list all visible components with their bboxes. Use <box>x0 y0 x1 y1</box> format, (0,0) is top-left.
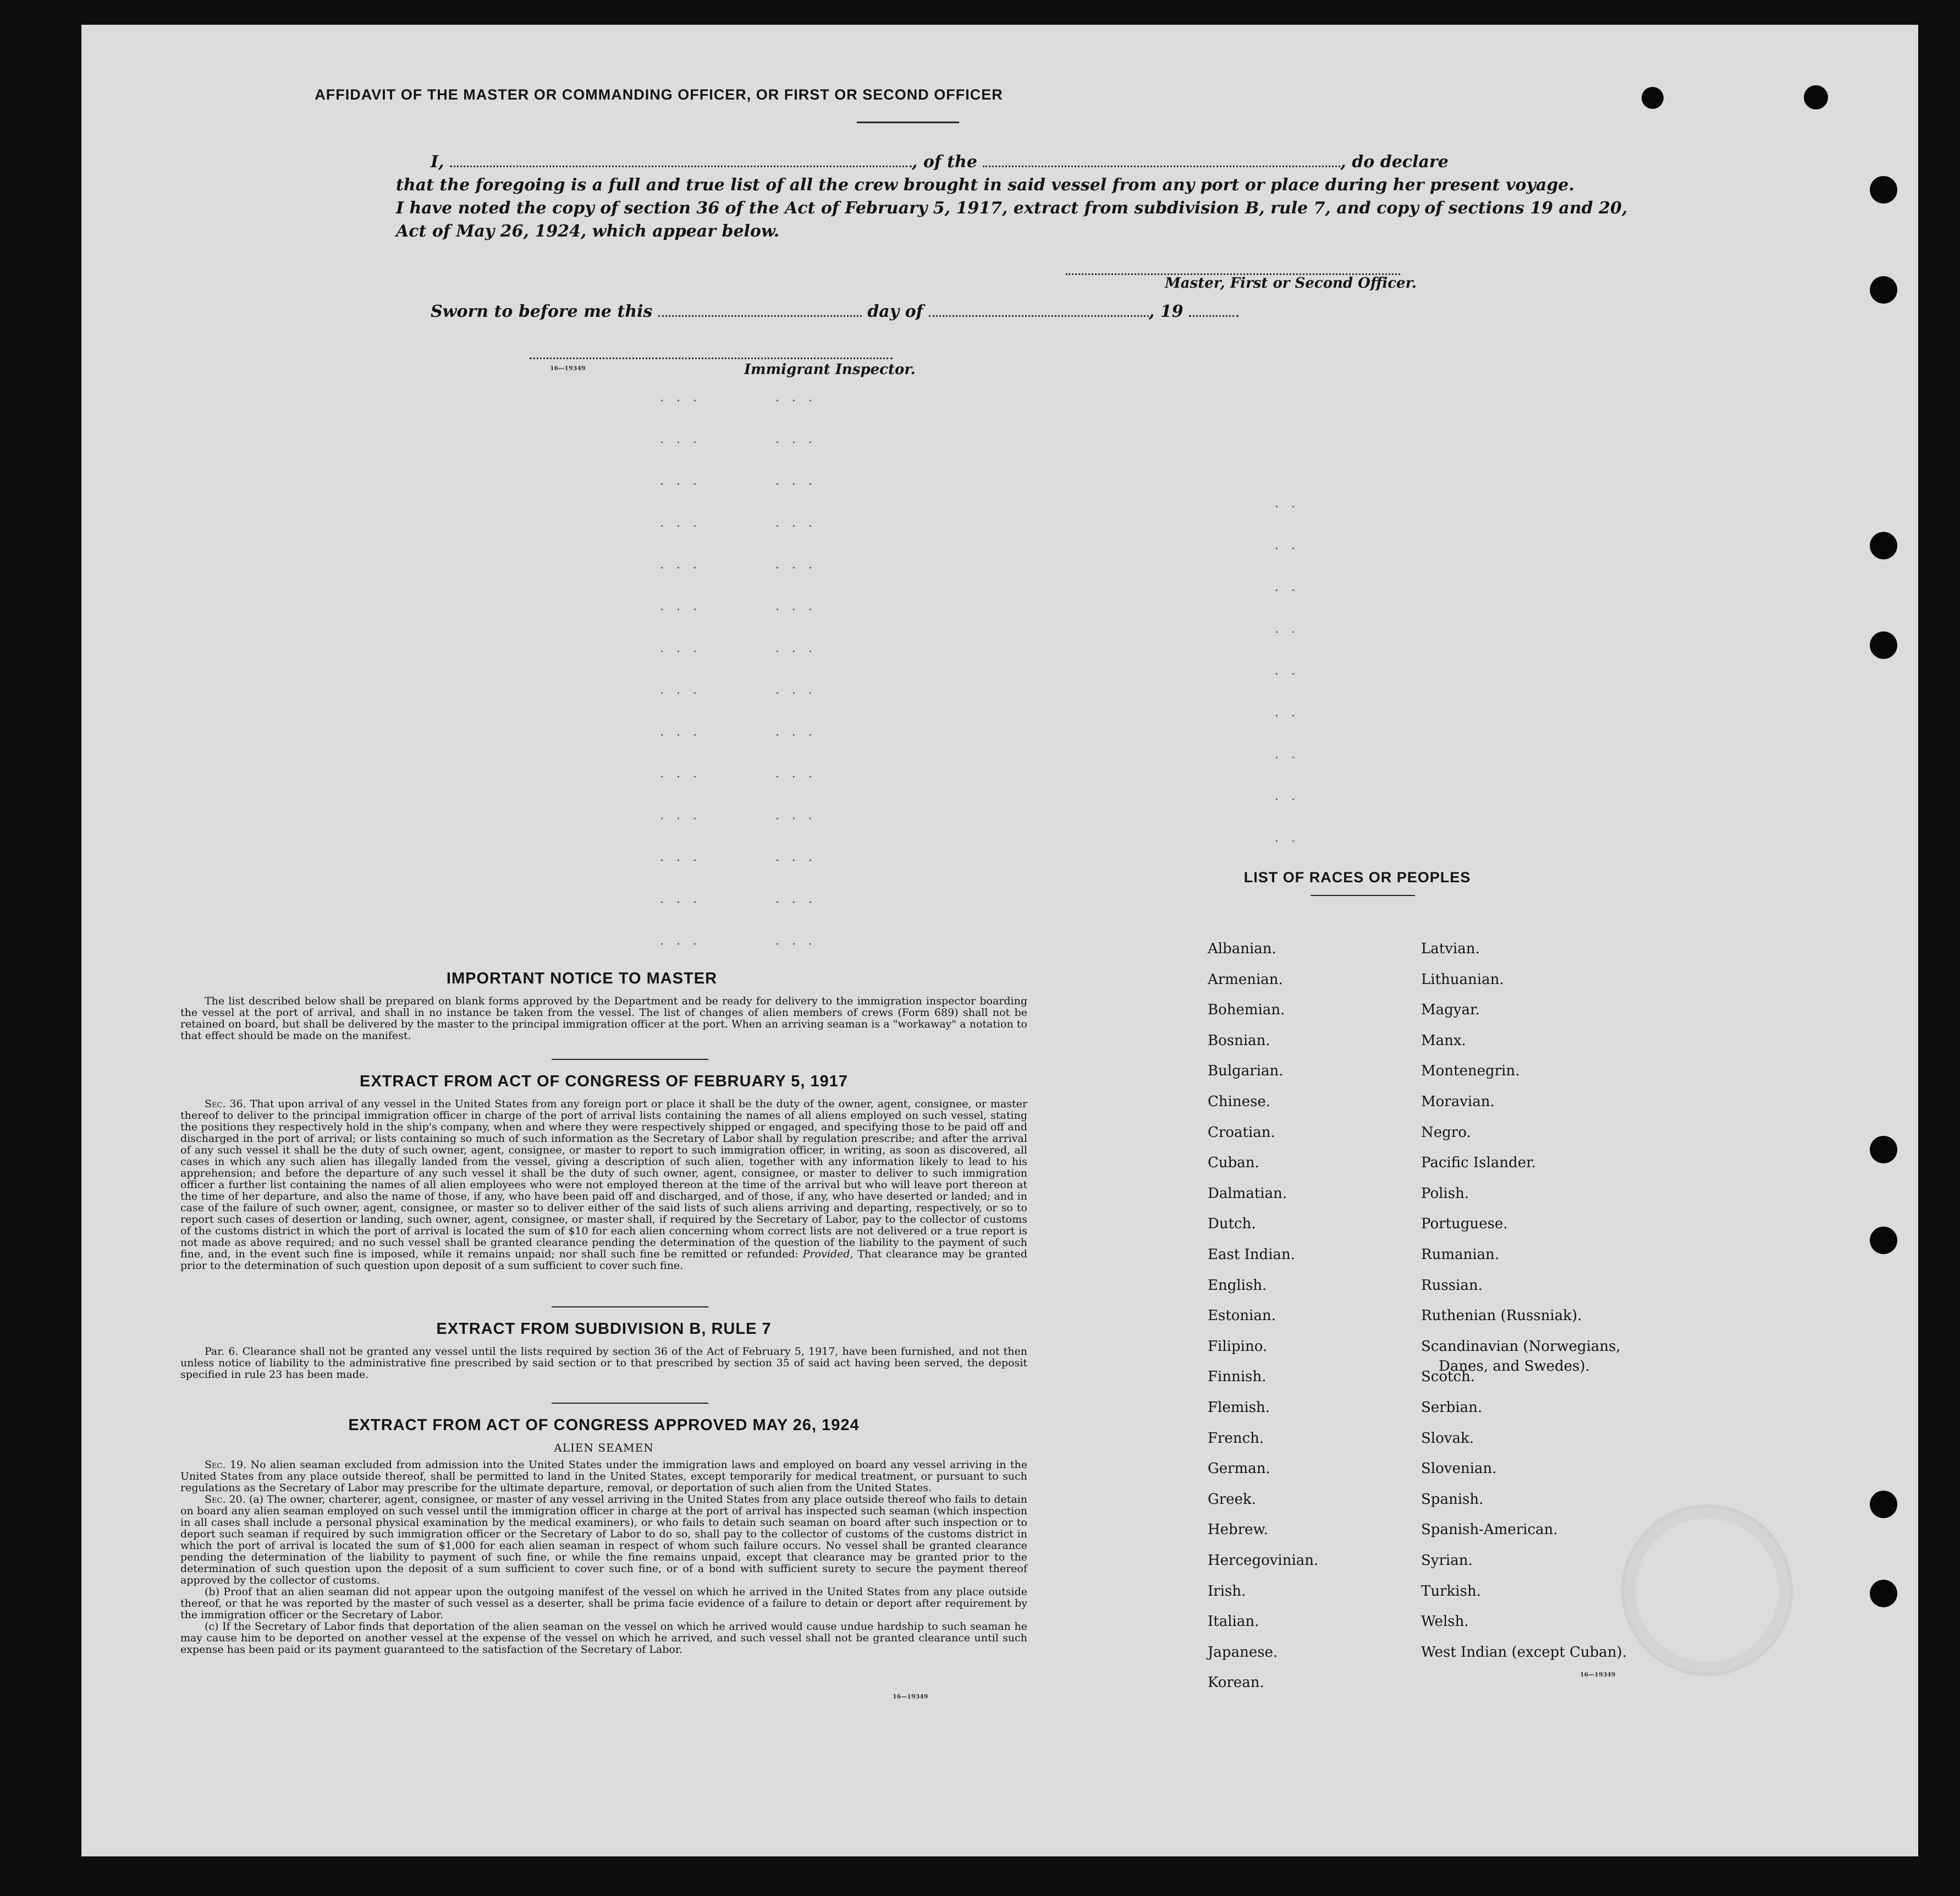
race-item: Serbian. <box>1421 1399 1483 1416</box>
race-item: Filipino. <box>1208 1338 1268 1355</box>
proviso-text: That clearance may be granted prior to the determination of such question upon deposit of a sum sufficient to cover such fine. <box>180 1248 1027 1272</box>
affidavit-title: AFFIDAVIT OF THE MASTER OR COMMANDING OFFICER, OR FIRST OR SECOND OFFICER <box>315 86 1003 103</box>
race-item: Dalmatian. <box>1208 1185 1287 1202</box>
notice-divider <box>552 1059 708 1060</box>
race-item: Cuban. <box>1208 1155 1259 1171</box>
punch-hole <box>1642 87 1664 109</box>
rule-7-title: EXTRACT FROM SUBDIVISION B, RULE 7 <box>436 1320 772 1338</box>
extract-1924-title: EXTRACT FROM ACT OF CONGRESS APPROVED MAY 26, 1924 <box>348 1416 860 1434</box>
inspector-label: Immigrant Inspector. <box>744 361 916 378</box>
affidavit-line-4: Act of May 26, 1924, which appear below. <box>396 222 780 241</box>
race-item: Albanian. <box>1208 941 1276 957</box>
race-item: Italian. <box>1208 1613 1259 1630</box>
race-item: West Indian (except Cuban). <box>1421 1644 1627 1661</box>
sec-36-text: That upon arrival of any vessel in the United States from any foreign port or place it shall be the duty of the owner, agent, consignee, or master thereof to deliver to the principal immigration officer in charge of the port of arrival lists containing the names of all aliens employed on such vessel, stating the positions they respectively hold in the ship's company, when and where they were respectively shipped or engaged, and specifying those to be paid off and discharged in the port of arrival; or lists containing so much of such information as the Secretary of Labor shall by regulation prescribe; and after the arrival of any such vessel it shall be the duty of such owner, agent, consignee, or master to report to such immigration officer, in writing, as soon as discovered, all cases in which any such alien has illegally landed from the vessel, giving a description of such alien, together with any information likely to lead to his apprehension; and before the departure of any such vessel it shall be the duty of such owner, agent, consignee, or master to deliver to such immigration officer a further list containing the names of all alien employees who were not employed thereon at the time of the arrival but who will leave port thereon at the time of her departure, and also the name of those, if any, who have been paid off and discharged, and of those, if any, who have deserted or landed; and in case of the failure of such owner, agent, consignee, or master so to deliver either of the said lists of such aliens arriving and departing, respectively, or so to report such cases of desertion or landing, such owner, agent, consignee, or master shall, if required by the Secretary of Labor, pay to the collector of customs of the customs district in which the port of arrival is located the sum of $10 for each alien concerning whom correct lists are not delivered or a true report is not made as above required; and no such vessel shall be granted clearance pending the determination of the question of the liability to the payment of such fine, and, in the event such fine is imposed, while it remains unpaid; nor shall such fine be remitted or refunded: <box>180 1098 1027 1260</box>
punch-hole <box>1870 1227 1897 1254</box>
affidavit-line-3: I have noted the copy of section 36 of the Act of February 5, 1917, extract from subdivision B, rule 7, and copy of sections 19 and 20, <box>396 199 1628 218</box>
notice-text: The list described below shall be prepared on blank forms approved by the Department and be ready for delivery to the immigration inspector boarding the vessel at the port of arrival, and shall in no instance be taken from the vessel. The list of changes of alien members of crews (Form 689) shall not be retained on board, but shall be delivered by the master to the principal immigration officer at the port. When an arriving seaman is a "workaway" a notation to that effect should be made on the manifest. <box>180 995 1027 1042</box>
race-item: Spanish. <box>1421 1491 1484 1508</box>
race-item: Irish. <box>1208 1583 1246 1600</box>
race-item: Bohemian. <box>1208 1002 1285 1018</box>
inspector-signature-blank[interactable] <box>530 358 893 359</box>
title-divider <box>857 122 959 123</box>
race-item: Ruthenian (Russniak). <box>1421 1307 1582 1324</box>
rule-7-text: Par. 6. Clearance shall not be granted any vessel until the lists required by section 36 of the Act of February 5, 1917, have been furnished, and not then unless notice of liability to the administrative fine prescribed by said section or to that prescribed by section 35 of said act having been served, the deposit specified in rule 23 has been made. <box>180 1345 1027 1381</box>
notice-title: IMPORTANT NOTICE TO MASTER <box>446 970 718 987</box>
race-item: Montenegrin. <box>1421 1063 1520 1079</box>
sec-19-text: No alien seaman excluded from admission into the United States under the immigration laws and employed on board any vessel arriving in the United States from any place outside thereof, shall be permitted to land in the United States, except temporarily for medical treatment, or pursuant to such regulations as the Secretary of Labor may prescribe for the ultimate departure, removal, or deportation of such alien from the United States. <box>180 1459 1027 1494</box>
race-item: Flemish. <box>1208 1399 1270 1416</box>
race-item: Slovenian. <box>1421 1460 1497 1477</box>
race-item: Danes, and Swedes). <box>1439 1358 1590 1375</box>
race-item: Latvian. <box>1421 941 1480 957</box>
race-item: Turkish. <box>1421 1583 1481 1600</box>
extract-form-code: 16—19349 <box>893 1693 928 1700</box>
race-item: Russian. <box>1421 1277 1483 1294</box>
race-item: Slovak. <box>1421 1430 1474 1447</box>
race-item: Rumanian. <box>1421 1246 1500 1263</box>
race-item: Greek. <box>1208 1491 1256 1508</box>
race-item: Syrian. <box>1421 1552 1473 1569</box>
extract-1917-title: EXTRACT FROM ACT OF CONGRESS OF FEBRUARY 5, 1917 <box>359 1073 849 1090</box>
proviso-label: Provided, <box>802 1248 854 1260</box>
punch-hole <box>1870 1136 1897 1163</box>
day-of-label: day of <box>867 302 923 321</box>
punch-hole <box>1870 532 1897 559</box>
race-item: Dutch. <box>1208 1216 1256 1232</box>
races-divider <box>1311 895 1415 896</box>
race-item: Hebrew. <box>1208 1521 1268 1538</box>
rule-7-divider <box>552 1403 708 1404</box>
race-item: Spanish-American. <box>1421 1521 1558 1538</box>
rule-7-body <box>180 1346 1027 1381</box>
sworn-day-blank[interactable] <box>658 315 862 317</box>
races-title: LIST OF RACES OR PEOPLES <box>1243 869 1471 886</box>
race-item: Portuguese. <box>1421 1216 1508 1232</box>
race-item: Armenian. <box>1208 971 1283 988</box>
race-item: Korean. <box>1208 1674 1264 1691</box>
race-item: Estonian. <box>1208 1307 1276 1324</box>
race-item: English. <box>1208 1277 1267 1294</box>
affidavit-line-2: that the foregoing is a full and true list of all the crew brought in said vessel from any port or place during her present voyage. <box>396 175 1574 195</box>
punch-hole <box>1870 631 1897 659</box>
affidavit-line-1 <box>431 152 1449 172</box>
affidavit-declare-label: , do declare <box>1340 152 1449 172</box>
vessel-blank[interactable] <box>983 165 1340 167</box>
punch-hole <box>1804 85 1828 109</box>
race-item: Welsh. <box>1421 1613 1469 1630</box>
seal-watermark <box>1621 1504 1793 1676</box>
race-item: Lithuanian. <box>1421 971 1504 988</box>
punch-hole <box>1870 1580 1897 1607</box>
race-item: Scandinavian (Norwegians, <box>1421 1338 1621 1355</box>
punch-hole <box>1870 1491 1897 1518</box>
race-item: Polish. <box>1421 1185 1469 1202</box>
race-item: French. <box>1208 1430 1264 1447</box>
race-item: Pacific Islander. <box>1421 1155 1536 1171</box>
race-item: Manx. <box>1421 1032 1466 1049</box>
race-item: Magyar. <box>1421 1002 1480 1018</box>
affidavit-of-label: , of the <box>911 152 977 172</box>
year-label: , 19 <box>1149 302 1183 321</box>
race-item: Finnish. <box>1208 1369 1267 1385</box>
race-item: East Indian. <box>1208 1246 1296 1263</box>
extract-1917-divider <box>552 1306 708 1307</box>
race-item: Scotch. <box>1421 1369 1475 1385</box>
name-blank[interactable] <box>450 165 912 167</box>
races-form-code: 16—19349 <box>1580 1671 1616 1678</box>
sec-19-label: Sec. 19. <box>205 1459 247 1471</box>
punch-hole <box>1870 176 1897 204</box>
race-item: Croatian. <box>1208 1124 1275 1141</box>
race-item: Japanese. <box>1208 1644 1278 1661</box>
race-item: Chinese. <box>1208 1093 1271 1110</box>
race-item: Moravian. <box>1421 1093 1495 1110</box>
race-item: Negro. <box>1421 1124 1471 1141</box>
sec-20-label: Sec. 20. <box>205 1493 246 1505</box>
affidavit-form-code: 16—19349 <box>550 365 586 372</box>
affidavit-i-label: I, <box>431 152 444 172</box>
signature-label: Master, First or Second Officer. <box>1165 275 1417 292</box>
extract-1924-body <box>180 1459 1027 1656</box>
race-item: Bulgarian. <box>1208 1063 1284 1079</box>
sec-20c-text: (c) If the Secretary of Labor finds that deportation of the alien seaman on the vessel on which he arrived would cause undue hardship to such seaman he may cause him to be deported on another vessel at the expense of the vessel on which he arrived, and such vessel shall not be granted clearance until such expense has been paid or its payment guaranteed to the satisfaction of the Secretary of Labor. <box>180 1620 1027 1656</box>
sworn-month-blank[interactable] <box>929 315 1149 317</box>
race-item: German. <box>1208 1460 1270 1477</box>
sworn-line <box>431 302 1238 321</box>
sworn-label: Sworn to before me this <box>431 302 653 321</box>
sec-20b-text: (b) Proof that an alien seaman did not appear upon the outgoing manifest of the vessel on which he arrived in the United States from any place outside thereof, or that he was reported by the master of such vessel as a deserter, shall be prima facie evidence of a failure to detain or deport after requirement by the immigration officer or the Secretary of Labor. <box>180 1586 1027 1621</box>
form-page: AFFIDAVIT OF THE MASTER OR COMMANDING OFFICER, OR FIRST OR SECOND OFFICER I, , of the , do declare that the foregoing is a full and true list of all the crew brought in said vessel from any port or place during her present voyage. I have noted the copy of section 36 of the Act of February 5, 1917, extract from subdivision B, rule 7, and copy of sections 19 and 20, Act of May 26, 1924, which appear below. Master, First or Second Officer. Sworn to before me this day of , 19 16—19349 Immigrant Inspector. · · · · · · · · · · · · · · · · · · · · · · · · · · · · · · · · · · · · · · · · · · · · · · · · · · · · · · · · · · · · · · · · · · · · · · · · · · · · · · · · · · · · · · · · · · · · · · · · · · · · · · IMPORTANT NOTICE TO MASTER The list described below shall be prepared on blank forms approved by the Department and be ready for delivery to the immigration inspector boarding the vessel at the port of arrival, and shall in no instance be taken from the vessel. The list of changes of alien members of crews (Form 689) shall not be retained on board, but shall be delivered by the master to the principal immigration officer at the port. When an arriving seaman is a "workaway" a notation to that effect should be made on the manifest. EXTRACT FROM ACT OF CONGRESS OF FEBRUARY 5, 1917 Sec. 36. That upon arrival of any vessel in the United States from any foreign port or place it shall be the duty of the owner, agent, consignee, or master thereof to deliver to the principal immigration officer in charge of the port of arrival lists containing the names of all aliens employed on such vessel, stating the positions they respectively hold in the ship's company, when and where they were respectively shipped or engaged, and specifying those to be paid off and discharged in the port of arrival; or lists containing so much of such information as the Secretary of Labor shall by regulation prescribe; and after the arrival of any such vessel it shall be the duty of such owner, agent, consignee, or master to report to such immigration officer, in writing, as soon as discovered, all cases in which any such alien has illegally landed from the vessel, giving a description of such alien, together with any information likely to lead to his apprehension; and before the departure of any such vessel it shall be the duty of such owner, agent, consignee, or master to deliver to such immigration officer a further list containing the names of all alien employees who were not employed thereon at the time of the arrival but who will leave port thereon at the time of her departure, and also the name of those, if any, who have been paid off and discharged, and of those, if any, who have deserted or landed; and in case of the failure of such owner, agent, consignee, or master so to deliver either of the said lists of such aliens arriving and departing, respectively, or so to report such cases of desertion or landing, such owner, agent, consignee, or master shall, if required by the Secretary of Labor, pay to the collector of customs of the customs district in which the port of arrival is located the sum of $10 for each alien concerning whom correct lists are not delivered or a true report is not made as above required; and no such vessel shall be granted clearance pending the determination of the question of the liability to the payment of such fine, and, in the event such fine is imposed, while it remains unpaid; nor shall such fine be remitted or refunded: Provided, That clearance may be granted prior to the determination of such question upon deposit of a sum sufficient to cover such fine. EXTRACT FROM SUBDIVISION B, RULE 7 Par. 6. Clearance shall not be granted any vessel until the lists required by section 36 of the Act of February 5, 1917, have been furnished, and not then unless notice of liability to the administrative fine prescribed by said section or to that prescribed by section 35 of said act having been served, the deposit specified in rule 23 has been made. EXTRACT FROM ACT OF CONGRESS APPROVED MAY 26, 1924 ALIEN SEAMEN Sec. 19. No alien seaman excluded from admission into the United States under the immigration laws and employed on board any vessel arriving in the United States from any place outside thereof, shall be permitted to land in the United States, except temporarily for medical treatment, or pursuant to such regulations as the Secretary of Labor may prescribe for the ultimate departure, removal, or deportation of such alien from the United States. Sec. 20. (a) The owner, charterer, agent, consignee, or master of any vessel arriving in the United States from any place outside thereof who fails to detain on board any alien seaman employed on such vessel until the immigration officer in charge at the port of arrival has inspected such seaman (which inspection in all cases shall include a personal physical examination by the medical examiners), or who fails to detain such seaman on board after such inspection or to deport such seaman if required by such immigration officer or the Secretary of Labor to do so, shall pay to the collector of customs of the customs district in which the port of arrival is located the sum of $1,000 for each alien seaman in respect of whom such failure occurs. No vessel shall be granted clearance pending the determination of the liability to payment of such fine, or while the fine remains unpaid, except that clearance may be granted prior to the determination of such question upon the deposit of a sum sufficient to cover such fine, or of a bond with sufficient surety to secure the payment thereof approved by the collector of customs. (b) Proof that an alien seaman did not appear upon the outgoing manifest of the vessel on which he arrived in the United States from any place outside thereof, or that he was reported by the master of such vessel as a deserter, shall be prima facie evidence of a failure to detain or deport after requirement by the immigration officer or the Secretary of Labor. (c) If the Secretary of Labor finds that deportation of the alien seaman on the vessel on which he arrived would cause undue hardship to such seaman he may cause him to be deported on another vessel at the expense of the vessel on which he arrived, and such vessel shall not be granted clearance until such expense has been paid or its payment guaranteed to the satisfaction of the Secretary of Labor. 16—19349 LIST OF RACES OR PEOPLES Albanian. Armenian. Bohemian. Bosnian. Bulgarian. Chinese. Croatian. Cuban. Dalmatian. Dutch. East Indian. English. Estonian. Filipino. Finnish. Flemish. French. German. Greek. Hebrew. Hercegovinian. Irish. Italian. Japanese. Korean. Latvian. Lithuanian. Magyar. Manx. Montenegrin. Moravian. Negro. Pacific Islander. Polish. Portuguese. Rumanian. Russian. Ruthenian (Russniak). Scandinavian (Norwegians, Danes, and Swedes). Scotch. Serbian. Slovak. Slovenian. Spanish. Spanish-American. Syrian. Turkish. Welsh. West Indian (except Cuban). 16—19349 <box>81 25 1918 1856</box>
sec-20a-text: (a) The owner, charterer, agent, consignee, or master of any vessel arriving in the United States from any place outside thereof who fails to detain on board any alien seaman employed on such vessel until the immigration officer in charge at the port of arrival has inspected such seaman (which inspection in all cases shall include a personal physical examination by the medical examiners), or who fails to detain such seaman on board after such inspection or to deport such seaman if required by such immigration officer or the Secretary of Labor to do so, shall pay to the collector of customs of the customs district in which the port of arrival is located the sum of $1,000 for each alien seaman in respect of whom such failure occurs. No vessel shall be granted clearance pending the determination of the liability to payment of such fine, or while the fine remains unpaid, except that clearance may be granted prior to the determination of such question upon the deposit of a sum sufficient to cover such fine, or of a bond with sufficient surety to secure the payment thereof approved by the collector of customs. <box>180 1493 1027 1586</box>
extract-1917-body <box>180 1098 1027 1272</box>
race-item: Hercegovinian. <box>1208 1552 1319 1569</box>
sec-36-label: Sec. 36. <box>205 1098 246 1110</box>
alien-seamen-subtitle: ALIEN SEAMEN <box>554 1441 654 1454</box>
sworn-year-blank[interactable] <box>1189 315 1238 317</box>
race-item: Bosnian. <box>1208 1032 1270 1049</box>
notice-body <box>180 996 1027 1042</box>
punch-hole <box>1870 276 1897 304</box>
